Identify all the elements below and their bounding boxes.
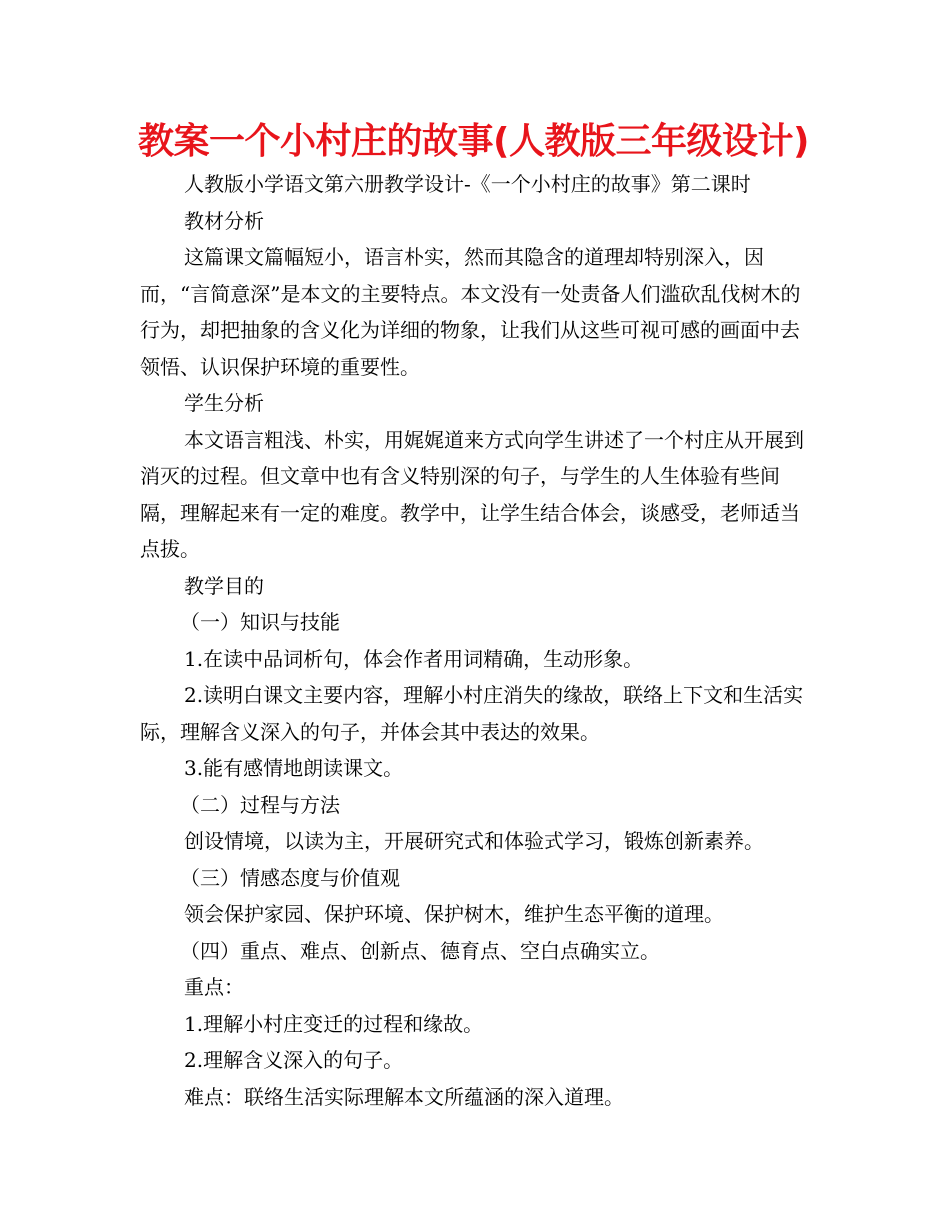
heading-textbook-analysis: 教材分析 — [184, 208, 264, 233]
subheading-emotion-values: （三）情感态度与价值观 — [180, 865, 400, 890]
subheading-process-method: （二）过程与方法 — [180, 792, 340, 817]
subheading-key-points: （四）重点、难点、创新点、德育点、空白点确实立。 — [180, 938, 660, 963]
goal-item-2: 2.读明白课文主要内容，理解小村庄消失的缘故，联络上下文和生活实际，理解含义深入的句子，并体会其中表达的效果。 — [140, 683, 804, 744]
goal-item-3: 3.能有感情地朗读课文。 — [184, 756, 404, 780]
paragraph-process-method: 创设情境，以读为主，开展研究式和体验式学习，锻炼创新素养。 — [184, 829, 764, 853]
subtitle-paragraph: 人教版小学语文第六册教学设计-《一个小村庄的故事》第二课时 — [184, 172, 751, 196]
key-item-1: 1.理解小村庄变迁的过程和缘故。 — [184, 1011, 484, 1036]
heading-teaching-goals: 教学目的 — [184, 573, 264, 598]
heading-student-analysis: 学生分析 — [184, 391, 264, 415]
paragraph-emotion-values: 领会保护家园、保护环境、保护树木，维护生态平衡的道理。 — [184, 902, 724, 926]
document-title: 教案一个小村庄的故事(人教版三年级设计) — [138, 121, 809, 162]
document-body — [140, 166, 812, 1115]
goal-item-1: 1.在读中品词析句，体会作者用词精确，生动形象。 — [184, 646, 644, 671]
paragraph-textbook-analysis: 这篇课文篇幅短小，语言朴实，然而其隐含的道理却特别深入，因而，“言简意深”是本文的主要特点。本文没有一处责备人们滥砍乱伐树木的行为，却把抽象的含义化为详细的物象，让我们从这些可视可感的画面中去领悟、认识保护环境的重要性。 — [140, 245, 801, 379]
difficulty-paragraph: 难点：联络生活实际理解本文所蕴涵的深入道理。 — [184, 1084, 624, 1109]
paragraph-student-analysis: 本文语言粗浅、朴实，用娓娓道来方式向学生讲述了一个村庄从开展到消灭的过程。但文章中也有含义特别深的句子，与学生的人生体验有些间隔，理解起来有一定的难度。教学中，让学生结合体会，谈感受，老师适当点拔。 — [140, 427, 804, 561]
key-item-2: 2.理解含义深入的句子。 — [184, 1048, 404, 1072]
subheading-knowledge-skills: （一）知识与技能 — [180, 610, 340, 634]
heading-key-focus: 重点： — [184, 975, 244, 999]
